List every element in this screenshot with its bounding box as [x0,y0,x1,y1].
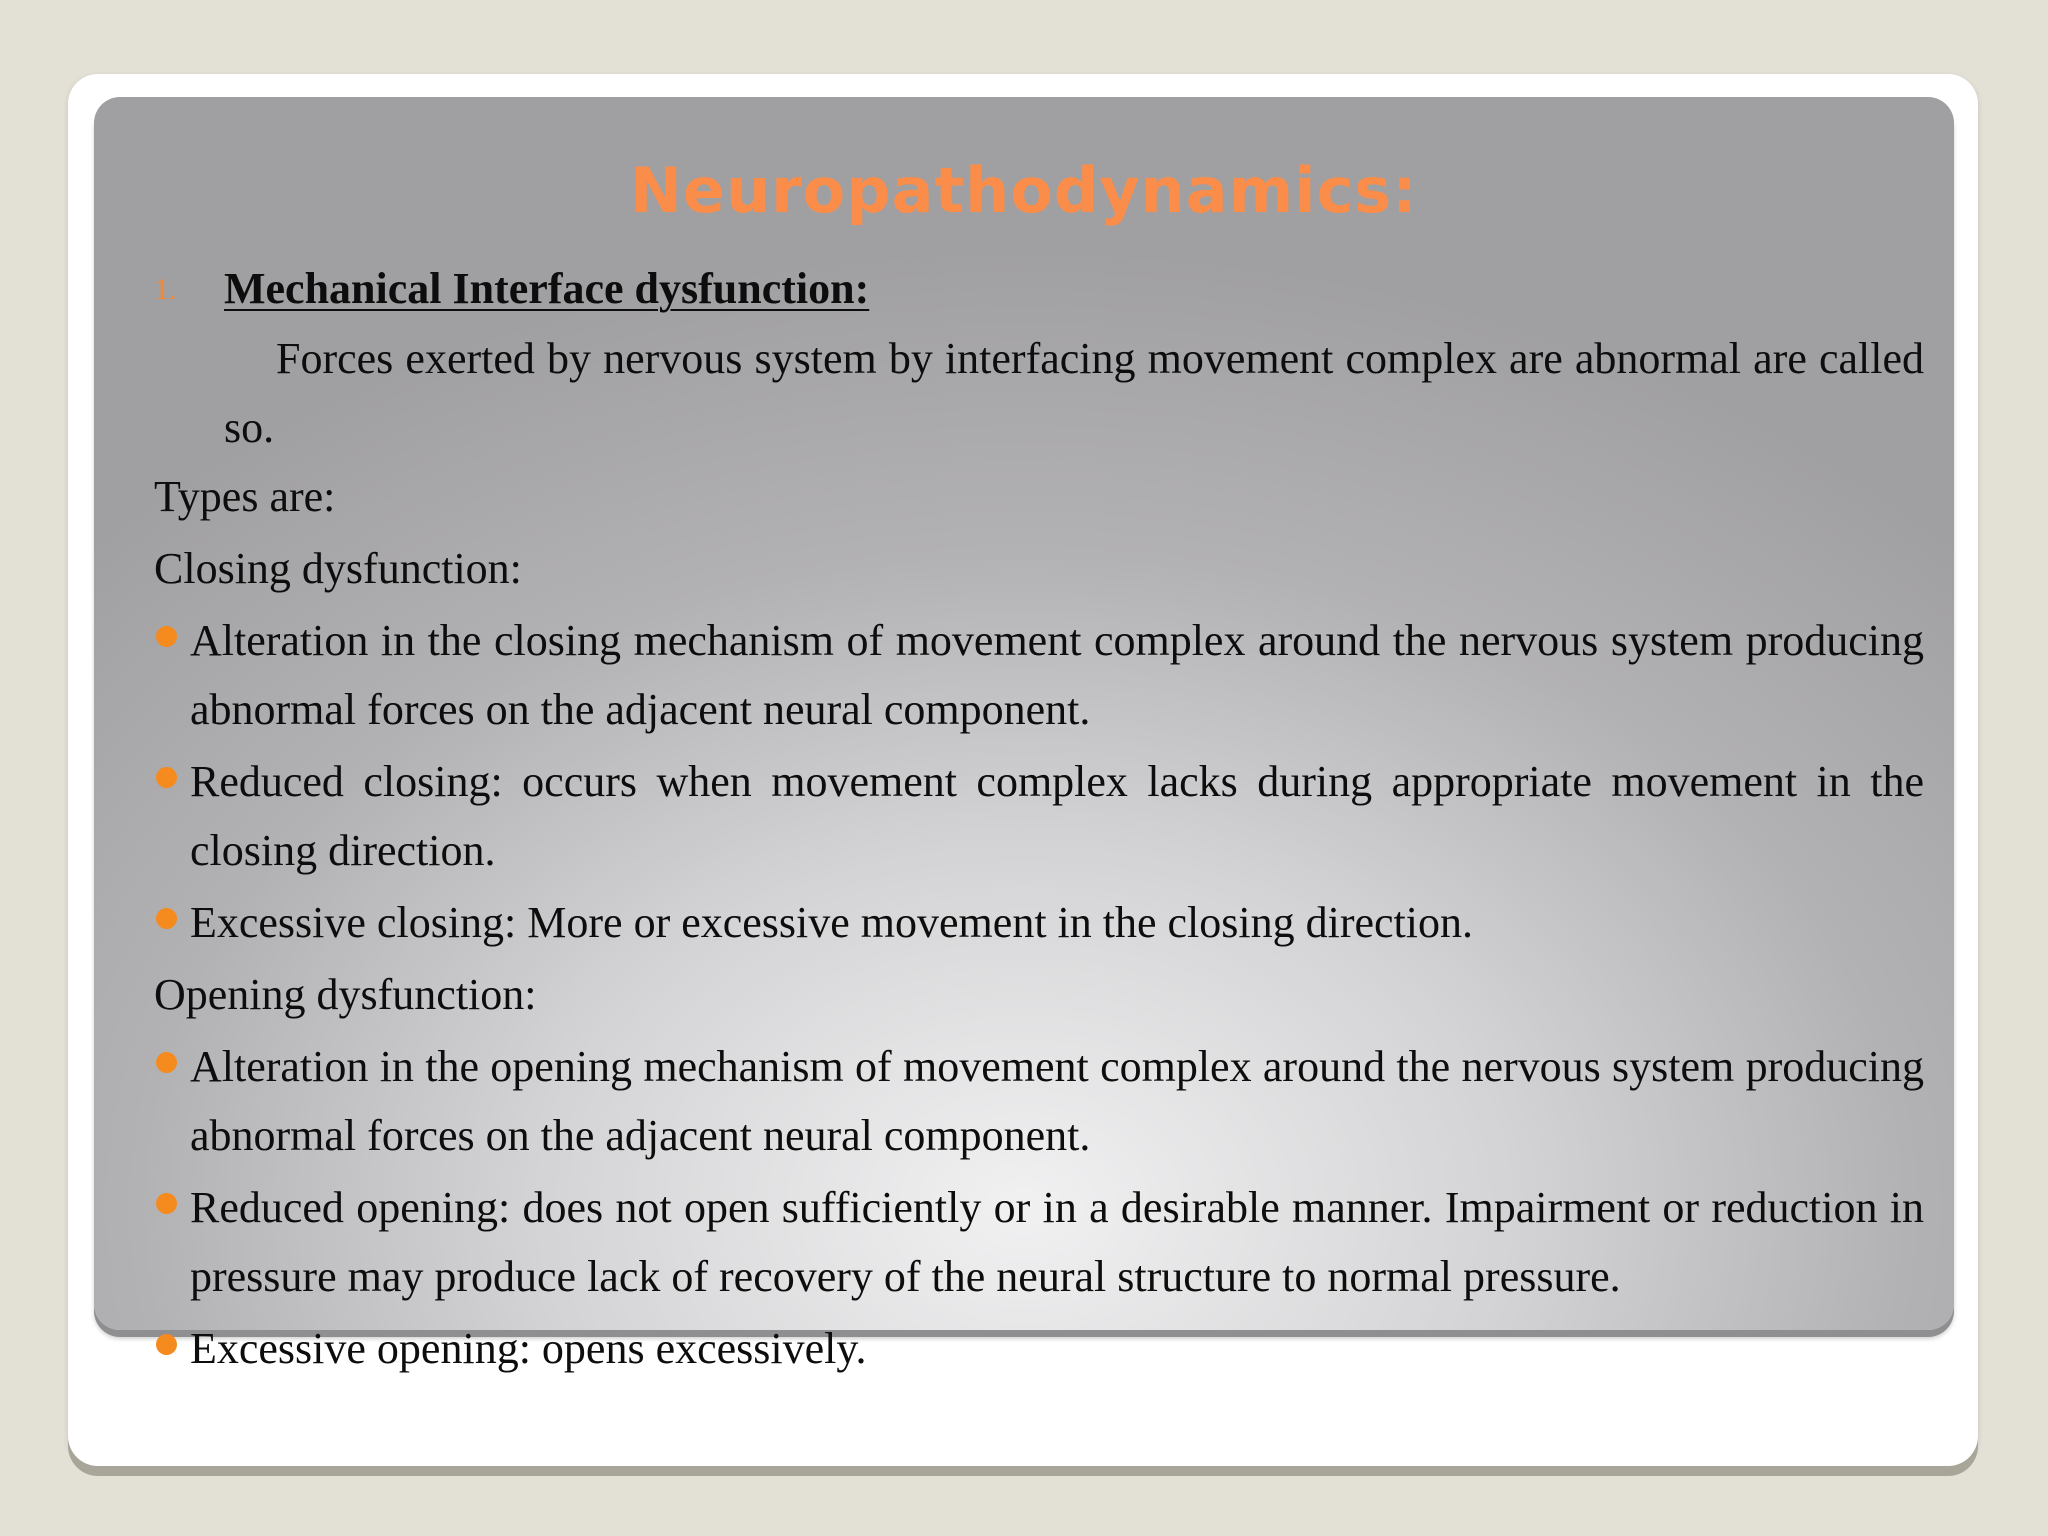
bullet-dot-icon [156,767,177,788]
closing-dysfunction-heading: Closing dysfunction: [154,544,522,593]
bullet-text: Reduced closing: occurs when movement complex lacks during appropriate movement in the closing direction. [190,757,1924,875]
bullet-item [154,747,1924,885]
bullet-text: Excessive opening: opens excessively. [190,1324,867,1373]
bullet-dot-icon [156,1334,177,1355]
bullet-item [154,1173,1924,1311]
slide-title: Neuropathodynamics: [630,154,1418,227]
bullet-dot-icon [156,626,177,647]
bullet-text: Alteration in the opening mechanism of movement complex around the nervous system producing abnormal forces on the adjacent neural component. [190,1042,1924,1160]
bullet-dot-icon [156,1193,177,1214]
bullet-item [154,606,1924,744]
definition-paragraph: Forces exerted by nervous system by interfacing movement complex are abnormal are called so. [224,334,1924,452]
item-number: 1. [154,273,177,306]
bullet-dot-icon [156,1052,177,1073]
bullet-item [154,1314,1924,1383]
bullet-item [154,1032,1924,1170]
types-label: Types are: [154,472,336,521]
section-heading: Mechanical Interface dysfunction: [224,264,870,313]
opening-dysfunction-heading: Opening dysfunction: [154,970,537,1019]
bullet-text: Alteration in the closing mechanism of movement complex around the nervous system producing abnormal forces on the adjacent neural component. [190,616,1924,734]
bullet-text: Excessive closing: More or excessive movement in the closing direction. [190,898,1474,947]
bullet-item [154,888,1924,957]
bullet-text: Reduced opening: does not open sufficiently or in a desirable manner. Impairment or reduction in pressure may produce lack of recovery of the neural structure to normal pressure. [190,1183,1924,1301]
bullet-dot-icon [156,908,177,929]
slide-content [154,254,1924,1386]
numbered-item-mechanical-interface [154,254,1924,324]
